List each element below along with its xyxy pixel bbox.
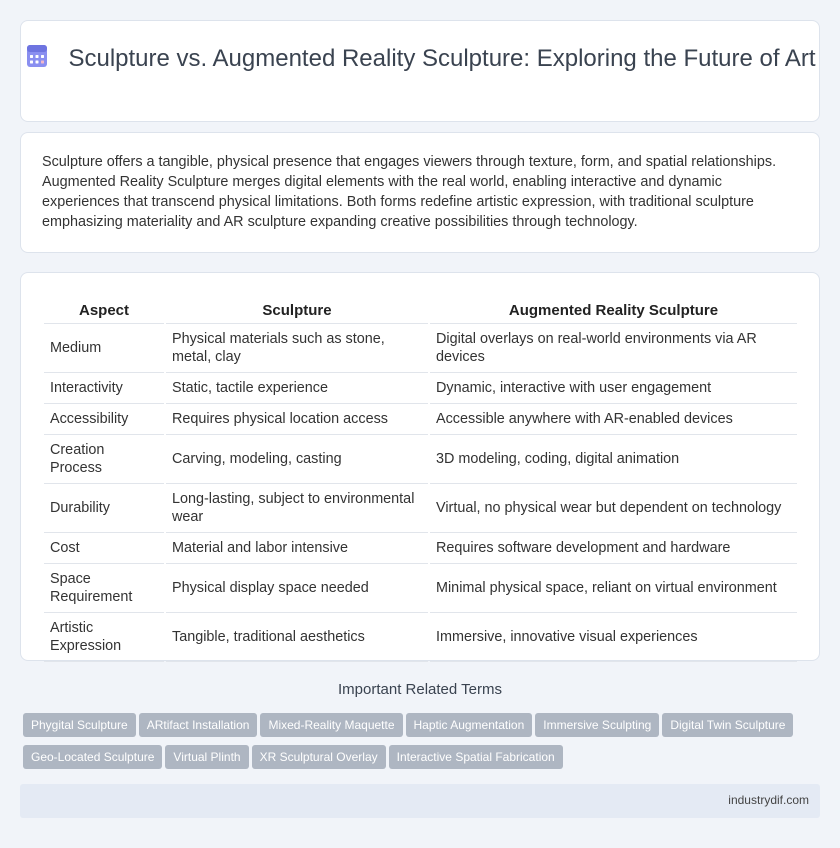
table-header-row [44, 293, 797, 324]
cell-aspect: Creation Process [44, 435, 164, 484]
related-terms-title: Important Related Terms [338, 681, 502, 698]
term-tag[interactable]: ARtifact Installation [139, 713, 258, 737]
cell-ar: Accessible anywhere with AR-enabled devices [430, 404, 797, 435]
cell-aspect: Cost [44, 533, 164, 564]
cell-aspect: Space Requirement [44, 564, 164, 613]
term-tag[interactable]: Immersive Sculpting [535, 713, 659, 737]
page-title: Sculpture vs. Augmented Reality Sculpture: Exploring the Future of Art [68, 45, 816, 72]
cell-aspect: Accessibility [44, 404, 164, 435]
cell-ar: Immersive, innovative visual experiences [430, 613, 797, 662]
table-row [44, 324, 797, 373]
table-row [44, 404, 797, 435]
cell-sculpture: Long-lasting, subject to environmental wear [166, 484, 428, 533]
comparison-table [42, 293, 799, 662]
calculator-icon [24, 43, 50, 69]
header-sculpture: Sculpture [166, 293, 428, 324]
term-tag[interactable]: Digital Twin Sculpture [662, 713, 793, 737]
cell-aspect: Interactivity [44, 373, 164, 404]
footer-site[interactable]: industrydif.com [728, 793, 809, 807]
cell-ar: Virtual, no physical wear but dependent on technology [430, 484, 797, 533]
table-row [44, 435, 797, 484]
comparison-card [20, 272, 820, 661]
cell-sculpture: Requires physical location access [166, 404, 428, 435]
cell-sculpture: Static, tactile experience [166, 373, 428, 404]
cell-aspect: Artistic Expression [44, 613, 164, 662]
footer [20, 784, 820, 818]
term-tag[interactable]: Virtual Plinth [165, 745, 248, 769]
table-row [44, 564, 797, 613]
cell-aspect: Durability [44, 484, 164, 533]
header-aspect: Aspect [44, 293, 164, 324]
term-tag[interactable]: Geo-Located Sculpture [23, 745, 162, 769]
cell-sculpture: Material and labor intensive [166, 533, 428, 564]
cell-ar: 3D modeling, coding, digital animation [430, 435, 797, 484]
table-row [44, 613, 797, 662]
header-ar-sculpture: Augmented Reality Sculpture [430, 293, 797, 324]
term-tag[interactable]: Phygital Sculpture [23, 713, 136, 737]
cell-sculpture: Tangible, traditional aesthetics [166, 613, 428, 662]
term-tag[interactable]: XR Sculptural Overlay [252, 745, 386, 769]
table-row [44, 373, 797, 404]
term-tag[interactable]: Mixed-Reality Maquette [260, 713, 402, 737]
related-terms-list [23, 713, 823, 777]
cell-ar: Requires software development and hardware [430, 533, 797, 564]
term-tag[interactable]: Interactive Spatial Fabrication [389, 745, 563, 769]
header-card [20, 20, 820, 122]
cell-ar: Minimal physical space, reliant on virtual environment [430, 564, 797, 613]
term-tag[interactable]: Haptic Augmentation [406, 713, 533, 737]
table-row [44, 533, 797, 564]
page-title-wrap [21, 43, 819, 73]
cell-sculpture: Physical display space needed [166, 564, 428, 613]
cell-ar: Dynamic, interactive with user engagement [430, 373, 797, 404]
intro-card [20, 132, 820, 253]
cell-sculpture: Physical materials such as stone, metal, clay [166, 324, 428, 373]
cell-sculpture: Carving, modeling, casting [166, 435, 428, 484]
cell-ar: Digital overlays on real-world environments via AR devices [430, 324, 797, 373]
intro-paragraph: Sculpture offers a tangible, physical presence that engages viewers through texture, form, and spatial relationships. Augmented Reality Sculpture merges digital elements with the real world, enabling interactive and dynamic experiences that transcend physical limitations. Both forms redefine artistic expression, with traditional sculpture emphasizing materiality and AR sculpture expanding creative possibilities through technology. [42, 154, 777, 230]
table-row [44, 484, 797, 533]
cell-aspect: Medium [44, 324, 164, 373]
